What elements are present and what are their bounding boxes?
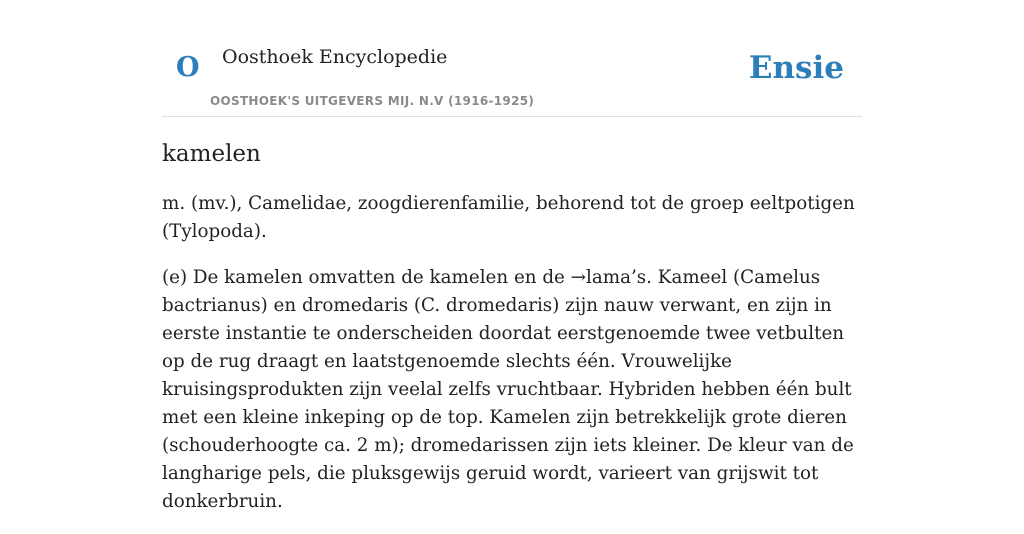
article-definition: m. (mv.), Camelidae, zoogdierenfamilie, behorend tot de groep eeltpotigen (Tylopoda).	[162, 193, 855, 243]
article	[162, 138, 862, 534]
publisher-label: OOSTHOEK'S UITGEVERS MIJ. N.V (1916-1925)	[210, 94, 535, 108]
brand-logo[interactable]: Ensie	[748, 50, 844, 86]
article-headword: kamelen	[162, 141, 261, 167]
site-header	[162, 0, 862, 117]
site-title[interactable]: Oosthoek Encyclopedie	[222, 46, 448, 68]
article-body: (e) De kamelen omvatten de kamelen en de →lama’s. Kameel (Camelus bactrianus) en dromedaris (C. dromedaris) zijn nauw verwant, en zijn in eerste instantie te onderscheiden doordat eerstgenoemde twee vetbulten op de rug draagt en laatstgenoemde slechts één. Vrouwelijke kruisingsprodukten zijn veelal zelfs vruchtbaar. Hybriden hebben één bult met een kleine inkeping op de top. Kamelen zijn betrekkelijk grote dieren (schouderhoogte ca. 2 m); dromedarissen zijn iets kleiner. De kleur van de langharige pels, die pluksgewijs geruid wordt, varieert van grijswit tot donkerbruin.	[162, 267, 854, 513]
site-logo[interactable]: O	[176, 52, 200, 83]
